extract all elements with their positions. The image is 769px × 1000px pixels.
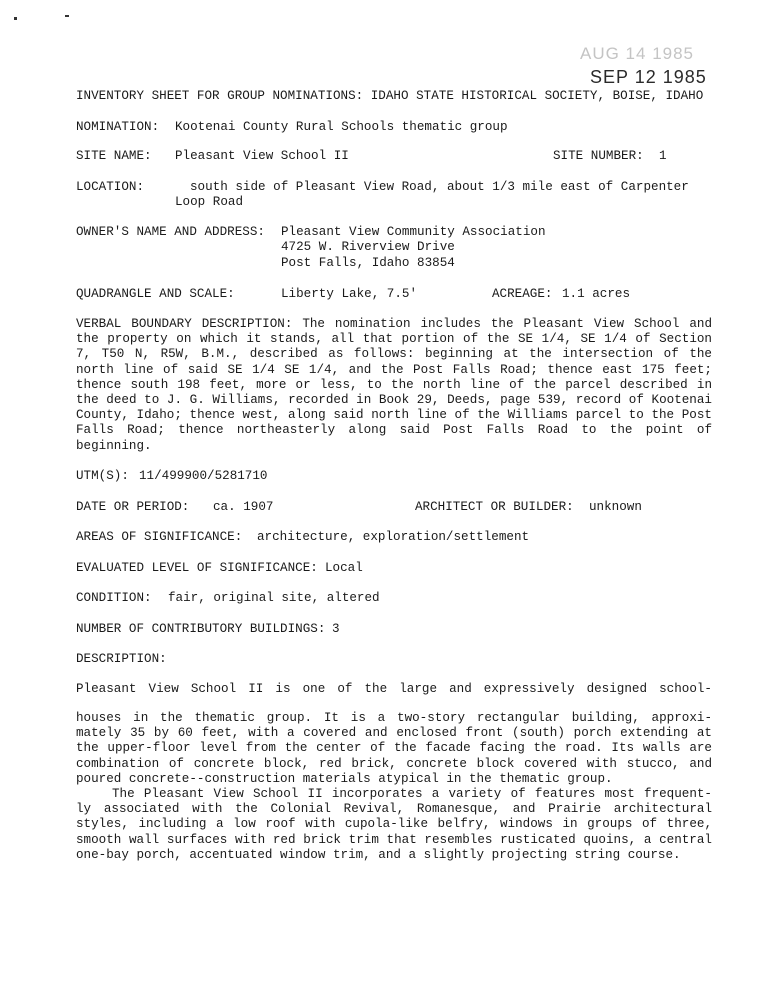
location-line-2: Loop Road (175, 195, 244, 209)
boundary-line: VERBAL BOUNDARY DESCRIPTION: The nomination includes the Pleasant View School and (76, 317, 712, 331)
boundary-line: Falls Road; thence northeasterly along said Post Falls Road to the point of (76, 423, 712, 438)
nomination-value: Kootenai County Rural Schools thematic group (175, 120, 508, 134)
site-number-value: 1 (659, 149, 667, 163)
date-label: DATE OR PERIOD: (76, 500, 190, 514)
condition-value: fair, original site, altered (168, 591, 380, 605)
contributory-value: 3 (332, 622, 340, 636)
description-line: one-bay porch, accentuated window trim, and a slightly projecting string course. (76, 847, 681, 862)
date-value: ca. 1907 (213, 500, 274, 514)
scan-speck (14, 17, 17, 20)
description-line: the upper-floor level from the center of the facade facing the road. Its walls are (76, 741, 712, 756)
description-first-line (76, 682, 712, 697)
description-line: The Pleasant View School II incorporates a variety of features most frequent- (112, 787, 712, 801)
boundary-line: 7, T50 N, R5W, B.M., described as follows: beginning at the intersection of the (76, 347, 712, 362)
description-line: houses in the thematic group. It is a two-story rectangular building, approxi- (76, 711, 712, 725)
location-line-1: south side of Pleasant View Road, about 1/3 mile east of Carpenter (190, 180, 689, 194)
description-paragraph-1 (76, 711, 712, 787)
description-line: Pleasant View School II is one of the large and expressively designed school- (76, 682, 712, 696)
description-paragraph-2 (76, 787, 712, 863)
utm-value: 11/499900/5281710 (139, 469, 268, 483)
description-line: smooth wall surfaces with red brick trim that resembles rusticated quoins, a central (76, 832, 712, 847)
boundary-description (76, 317, 712, 454)
utm-label: UTM(S): (76, 469, 129, 483)
areas-value: architecture, exploration/settlement (257, 530, 530, 544)
received-stamp: SEP 12 1985 (590, 67, 707, 87)
description-line: poured concrete--construction materials atypical in the thematic group. (76, 771, 613, 786)
evaluated-label: EVALUATED LEVEL OF SIGNIFICANCE: (76, 561, 318, 575)
boundary-line: thence south 198 feet, more or less, to the north line of the parcel described in (76, 377, 712, 392)
quadrangle-value: Liberty Lake, 7.5' (281, 287, 418, 301)
description-line: ly associated with the Colonial Revival, Romanesque, and Prairie architectural (76, 802, 712, 817)
architect-value: unknown (589, 500, 642, 514)
location-label: LOCATION: (76, 180, 145, 194)
nomination-label: NOMINATION: (76, 120, 160, 134)
acreage-value: 1.1 acres (562, 287, 631, 301)
description-line: combination of concrete block, red brick, concrete block covered with stucco, and (76, 756, 712, 771)
site-name-value: Pleasant View School II (175, 149, 349, 163)
boundary-line: County, Idaho; thence west, along said north line of the Williams parcel to the Post (76, 408, 712, 423)
site-number-label: SITE NUMBER: (553, 149, 644, 163)
boundary-line: beginning. (76, 438, 152, 453)
site-name-label: SITE NAME: (76, 149, 152, 163)
description-label: DESCRIPTION: (76, 652, 167, 666)
acreage-label: ACREAGE: (492, 287, 553, 301)
boundary-line: north line of said SE 1/4 SE 1/4, and the Post Falls Road; thence east 175 feet; (76, 362, 712, 377)
scan-speck (65, 15, 69, 17)
owner-name: Pleasant View Community Association (281, 225, 546, 239)
owner-label: OWNER'S NAME AND ADDRESS: (76, 225, 265, 239)
owner-city: Post Falls, Idaho 83854 (281, 256, 455, 270)
boundary-line: the deed to J. G. Williams, recorded in Book 29, Deeds, page 539, record of Kootenai (76, 393, 712, 408)
quadrangle-label: QUADRANGLE AND SCALE: (76, 287, 235, 301)
boundary-line: the property on which it stands, all that portion of the SE 1/4, SE 1/4 of Section (76, 332, 712, 347)
received-stamp-faint: AUG 14 1985 (580, 44, 695, 63)
areas-label: AREAS OF SIGNIFICANCE: (76, 530, 243, 544)
evaluated-value: Local (325, 561, 363, 575)
condition-label: CONDITION: (76, 591, 152, 605)
description-line: styles, including a low roof with cupola-like belfry, windows in groups of three, (76, 817, 712, 832)
description-line: mately 35 by 60 feet, with a covered and enclosed front (south) porch extending at (76, 726, 712, 741)
contributory-label: NUMBER OF CONTRIBUTORY BUILDINGS: (76, 622, 326, 636)
architect-label: ARCHITECT OR BUILDER: (415, 500, 574, 514)
owner-street: 4725 W. Riverview Drive (281, 240, 455, 254)
form-header: INVENTORY SHEET FOR GROUP NOMINATIONS: IDAHO STATE HISTORICAL SOCIETY, BOISE, IDAHO (76, 89, 704, 103)
